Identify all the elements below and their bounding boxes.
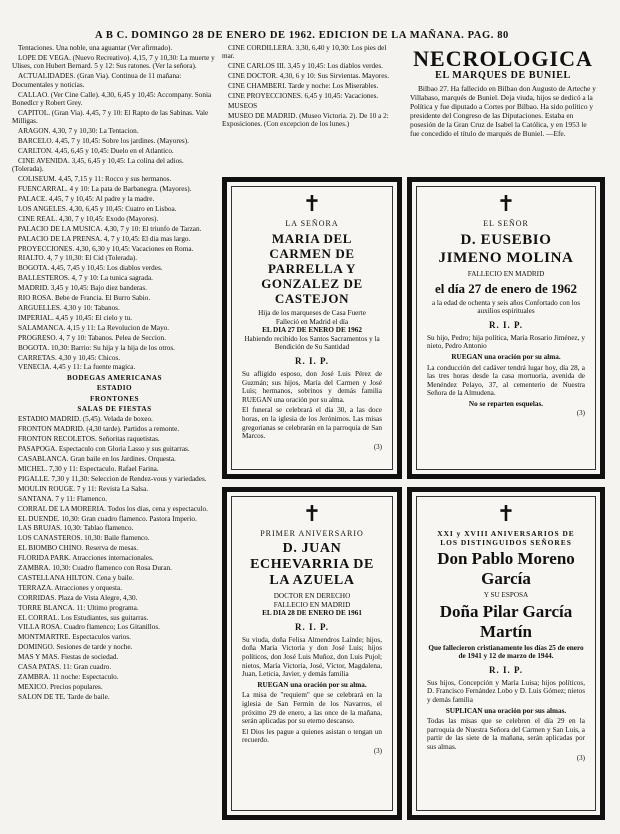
listing-item: BALLESTEROS. 4, 7 y 10: La tunica sagrada. xyxy=(18,274,153,283)
listing-item: CARRETAS. 4,30 y 10,45: Chicos. xyxy=(18,353,121,362)
listing-item: MONTMARTRE. Espectaculos varios. xyxy=(18,633,131,642)
obituary-body: Su afligido esposo, don José Luis Pérez de Guzmán; sus hijos, María del Carmen y José Luis; hermanos, sobrinos y demás familia RUEGAN una oración por su alma. xyxy=(242,369,382,404)
obituary-body: El Dios les pague a quienes asistan o tengan un recuerdo. xyxy=(242,727,382,745)
obituary-ruegan: RUEGAN una oración por su alma. xyxy=(451,352,561,361)
listing-item: RIO ROSA. Bebe de Francia. El Burro Sabio. xyxy=(18,294,151,303)
necrologica-title: NECROLOGICA xyxy=(413,46,593,71)
listing-item: BOGOTA. 10,30: Barrio: Su hija y la hija de los otros. xyxy=(18,343,175,352)
obituary-date: el día 27 de enero de 1962 xyxy=(434,280,578,296)
listing-item: PASAPOGA. Espectaculo con Gloria Lasso y sus guitarras. xyxy=(18,445,190,454)
section-heading: BODEGAS AMERICANAS xyxy=(66,373,163,382)
obituary-name-2: Doña Pilar García Martín xyxy=(439,601,573,641)
listings-list-2 xyxy=(12,415,217,701)
listing-item: LOS ANGELES. 4,30, 6,45 y 10,45: Cuatro en Lisboa. xyxy=(18,204,177,213)
cross-icon: ✝ xyxy=(496,501,516,526)
listing-item: MAS Y MAS. Fiestas de sociedad. xyxy=(18,653,119,662)
obituary-box-1 xyxy=(222,177,402,479)
cross-icon: ✝ xyxy=(302,501,322,526)
obituary-body: Sus hijos, Concepción y María Luisa; hijos políticos, D. Francisco Fernández Lobo y D. Luis Gómez; nietos y demás familia xyxy=(427,678,585,704)
listing-item: Tentaciones. Una noble, una aguantar (Ver afirmado). xyxy=(18,44,173,52)
listing-item: FLORIDA PARK. Atracciones internacionales. xyxy=(18,554,154,563)
necrologica-text xyxy=(410,84,596,138)
listing-item: VENECIA. 4,45 y 11: La fuente magica. xyxy=(18,363,136,372)
obituary-line: Que fallecieron cristianamente los días 25 de enero de 1941 y 12 de marzo de 1944. xyxy=(428,643,584,661)
listing-item: ESTADIO MADRID. (5,45). Velada de boxeo. xyxy=(18,415,153,424)
listing-item: SANTANA. 7 y 11: Flamenco. xyxy=(18,494,107,503)
listing-item: LOPE DE VEGA. (Nuevo Recreativo). 4,15, 7 y 10,30: La muerte y Ulises, con Hubert Bernard. 5 y 12: Sus ratones. (Ver la señora). xyxy=(12,53,215,71)
listing-item: FRONTON MADRID. (4,30 tarde). Partidos a remonte. xyxy=(18,425,180,434)
listing-item: CINE CORDILLERA. 3,30, 6,40 y 10,30: Los pies del mar. xyxy=(222,44,387,61)
listing-item: CORRAL DE LA MORERIA. Todos los dias, cena y espectaculo. xyxy=(18,504,208,513)
obituary-title: DOCTOR EN DERECHO xyxy=(273,592,351,600)
listing-item: PIGALLE. 7,30 y 11,30: Seleccion de Rendez-vous y variedades. xyxy=(18,474,207,483)
listings-list-1 xyxy=(12,44,217,372)
cross-icon: ✝ xyxy=(496,191,516,216)
listing-item: ARAGON. 4,30, 7 y 10,30: La Tentacion. xyxy=(18,127,139,136)
listing-item: MEXICO. Precios populares. xyxy=(18,682,103,691)
obituary-name-1: Don Pablo Moreno García xyxy=(437,549,575,588)
obituary-line: FALLECIO EN MADRID xyxy=(467,270,545,278)
listing-item: MUSEOS xyxy=(228,101,258,110)
obituary-label: PRIMER ANIVERSARIO xyxy=(260,529,364,538)
listing-item: CINE REAL. 4,30, 7 y 10,45: Exodo (Mayores). xyxy=(18,214,159,223)
rip-text: R. I. P. xyxy=(489,664,523,675)
listing-item: IMPERIAL. 4,45 y 10,45: El cielo y tu. xyxy=(18,313,132,322)
obituary-label: LA SEÑORA xyxy=(285,219,339,228)
rip-text: R. I. P. xyxy=(489,319,523,330)
listing-item: SALON DE TE. Tarde de baile. xyxy=(18,692,110,701)
listing-item: VILLA ROSA. Cuadro flamenco; Los Gitanillos. xyxy=(18,623,160,632)
listing-item: ACTUALIDADES. (Gran Via). Continua de 11 mañana: Documentales y noticias. xyxy=(12,72,182,89)
listing-item: PALACE. 4,45, 7 y 10,45: Al padre y la madre. xyxy=(18,195,155,203)
listing-item: CAPITOL. (Gran Via). 4,45, 7 y 10: El Rapto de las Sabinas. Vale Milligas. xyxy=(12,108,209,126)
listing-item: MADRID. 3,45 y 10,45: Bajo diez banderas. xyxy=(18,284,147,293)
listing-item: COLISEUM. 4,45, 7,15 y 11: Rocco y sus hermanos. xyxy=(18,175,172,184)
listing-item: ARGUELLES. 4,30 y 10: Tabanos. xyxy=(18,303,120,312)
page-header: A B C. DOMINGO 28 DE ENERO DE 1962. EDICION DE LA MAÑANA. PAG. 80 xyxy=(95,30,509,41)
obituary-line: a la edad de ochenta y seis años Confortado con los auxilios espirituales xyxy=(431,298,581,316)
obituary-line: Falleció en Madrid el día xyxy=(275,317,349,326)
obituary-note: No se reparten esquelas. xyxy=(468,399,544,408)
obituary-line: FALLECIO EN MADRID xyxy=(273,600,351,609)
listing-item: FRONTON RECOLETOS. Señoritas raquetistas. xyxy=(18,435,160,444)
middle-listings xyxy=(222,44,400,172)
obituary-ruegan: RUEGAN una oración por su alma. xyxy=(257,680,367,689)
listing-item: LOS CANASTEROS. 10,30: Baile flamenco. xyxy=(18,534,150,543)
listing-item: CASTELLANA HILTON. Cena y baile. xyxy=(18,573,134,582)
listing-item: CINE CHAMBERI. Tarde y noche: Los Miserables. xyxy=(228,82,379,91)
listing-item: CARLTON. 4,45, 6,45 y 10,45: Duelo en el Atlantico. xyxy=(18,146,174,155)
obituary-name: MARIA DEL CARMEN DE PARRELLA Y GONZALEZ DE CASTEJON xyxy=(261,231,363,306)
rip-text: R. I. P. xyxy=(295,621,329,632)
obituary-line: Hija de los marqueses de Casa Fuerte xyxy=(258,309,366,317)
obituary-label: XXI y XVIII ANIVERSARIOS DE LOS DISTINGUIDOS SEÑORES xyxy=(437,529,575,547)
section-heading: SALAS DE FIESTAS xyxy=(77,405,152,414)
obituary-box-2 xyxy=(407,177,605,479)
listing-item: ZAMBRA. 10,30: Cuadro flamenco con Rosa Duran. xyxy=(18,564,172,573)
cross-icon: ✝ xyxy=(302,191,322,216)
obituary-body: Su viuda, doña Felisa Almendros Laínde; hijos, doña María Victoria y don José Luis; hijos políticos, don José Luis Muñoz, don Luis Pujol; nietos, María Victoria, José, Víctor, Magdalena, Juan, Leticia, Javier, y demás familia xyxy=(242,635,382,679)
museos-text: MUSEO DE MADRID. (Museo Victoria. 2). De 10 a 2: Exposiciones. (Con excepcion de los lunes.) xyxy=(222,111,389,129)
listing-item: PALACIO DE LA PRENSA. 4, 7 y 10,45: El dia mas largo. xyxy=(18,234,191,243)
listing-item: CALLAO. (Ver Cine Calle). 4,30, 6,45 y 10,45: Accompany. Sonia Bonedlcr y Robert Grey. xyxy=(12,90,212,107)
necrologica-subtitle: EL MARQUES DE BUNIEL xyxy=(435,70,571,81)
listing-item: FUENCARRAL. 4 y 10: La pata de Barbanegra. (Mayores). xyxy=(18,185,192,194)
obituary-name: D. EUSEBIO JIMENO MOLINA xyxy=(438,232,574,266)
obituary-foot: (3) xyxy=(576,753,585,762)
obituary-date: EL DIA 27 DE ENERO DE 1962 xyxy=(262,326,362,335)
obituary-name: D. JUAN ECHEVARRIA DE LA AZUELA xyxy=(250,541,374,588)
obituary-line: Habiendo recibido los Santos Sacramentos y la Bendición de Su Santidad xyxy=(244,334,380,352)
listing-item: CINE AVENIDA. 3,45, 6,45 y 10,45: La colina del adios. (Tolerada). xyxy=(12,156,184,174)
obituary-body: El funeral se celebrará el día 30, a las doce horas, en la iglesia de los Jerónimos. Las misas gregorianas se celebrarán en la parroquia de San Marcos. xyxy=(242,406,382,441)
listing-item: EL DUENDE. 10,30: Gran cuadro flamenco. Pastora Imperio. xyxy=(18,514,197,523)
listing-item: CASABLANCA. Gran baile en los Jardines. Orquesta. xyxy=(18,455,176,464)
listing-item: TORRE BLANCA. 11: Ultimo programa. xyxy=(18,603,139,612)
listing-item: CASA PATAS. 11: Gran cuadro. xyxy=(18,663,112,672)
listing-item: BARCELO. 4,45, 7 y 10,45: Sobre los jardines. (Mayores). xyxy=(18,137,189,146)
listing-item: ZAMBRA. 11 noche: Espectaculo. xyxy=(18,673,119,681)
listing-item: CINE PROYECCIONES. 6,45 y 10,45: Vacaciones. xyxy=(228,92,379,101)
necrologica-paragraph: Bilbao 27. Ha fallecido en Bilbao don Augusto de Arteche y Villabaso, marqués de Buniel. Deja viuda, hijos se dedicó a la Política y fue diputado a Cortes por Bilbao. Ha sido político y presidente del Congreso de las Diputaciones. Estaba en posesión de la Gran Cruz de Isabel la Católica, y en 1953 le fue concedido el título de marqués de Buniel. —Efe. xyxy=(410,84,596,138)
obituary-box-4 xyxy=(407,487,605,820)
obituary-date: EL DIA 28 DE ENERO DE 1961 xyxy=(262,609,362,618)
listing-item: EL BIOMBO CHINO. Reserva de mesas. xyxy=(18,544,139,553)
listing-item: SALAMANCA. 4,15 y 11: La Revolucion de Mayo. xyxy=(18,323,170,332)
listing-item: CORRIDAS. Plaza de Vista Alegre, 4,30. xyxy=(18,593,138,602)
listing-item: CINE DOCTOR. 4,30, 6 y 10: Sus Sirvientas. Mayores. xyxy=(228,72,389,81)
obituary-foot: (3) xyxy=(373,746,382,755)
obituary-foot: (3) xyxy=(373,442,382,451)
middle-list xyxy=(222,44,400,110)
obituary-ruegan: SUPLICAN una oración por sus almas. xyxy=(445,706,567,715)
obituary-foot: (3) xyxy=(576,408,585,417)
obituary-body: Todas las misas que se celebren el día 29 en la parroquia de Nuestra Señora del Carmen y San Luis, a partir de las siete de la mañana, serán aplicadas por sus almas. xyxy=(427,717,585,751)
section-heading: FRONTONES xyxy=(89,394,140,403)
listing-item: PROYECCIONES. 4,30, 6,30 y 10,45: Vacaciones en Roma. xyxy=(18,244,194,253)
obituary-body: La misa de "requiem" que se celebrará en la iglesia de San Fermín de los Navarros, el próximo 29 de enero, a las once de la mañana, serán aplicadas por su eterno descanso. xyxy=(242,691,382,726)
listing-item: PALACIO DE LA MUSICA. 4,30, 7 y 10: El triunfo de Tarzan. xyxy=(18,224,202,233)
listing-item: TERRAZA. Atracciones y orquesta. xyxy=(18,583,122,592)
rip-text: R. I. P. xyxy=(295,355,329,366)
listing-item: BOGOTA. 4,45, 7,45 y 10,45: Los diablos verdes. xyxy=(18,264,163,273)
listing-item: LAS BRUJAS. 10,30: Tablao flamenco. xyxy=(18,524,134,533)
obituary-label: EL SEÑOR xyxy=(483,219,529,228)
listing-item: RIALTO. 4, 7 y 10,30: El Cid (Tolerada). xyxy=(18,254,138,263)
obituary-box-3 xyxy=(222,487,402,820)
listing-item: EL CORRAL. Los Estudiantes, sus guitarras. xyxy=(18,613,149,622)
obituary-and: Y SU ESPOSA xyxy=(483,591,529,599)
section-heading: ESTADIO xyxy=(96,384,133,393)
listing-item: DOMINGO. Sesiones de tarde y noche. xyxy=(18,643,133,652)
listing-item: MOULIN ROUGE. 7 y 11: Revista La Salsa. xyxy=(18,484,149,493)
listings-column xyxy=(12,44,217,824)
listing-item: MICHEL. 7,30 y 11: Espectaculo. Rafael Farina. xyxy=(18,464,159,473)
obituary-body: La conducción del cadáver tendrá lugar hoy, día 28, a las tres horas desde la casa mortuoria, avenida de Menéndez Pelayo, 37, al cementerio de Nuestra Señora de la Almudena. xyxy=(427,363,585,398)
obituary-body: Su hijo, Pedro; hija política, María Rosario Jiménez, y nieto, Pedro Antonio xyxy=(427,333,585,351)
listing-item: CINE CARLOS III. 3,45 y 10,45: Los diablos verdes. xyxy=(228,62,383,71)
listing-item: PROGRESO. 4, 7 y 10: Tabanos. Pelea de Seccion. xyxy=(18,333,166,342)
